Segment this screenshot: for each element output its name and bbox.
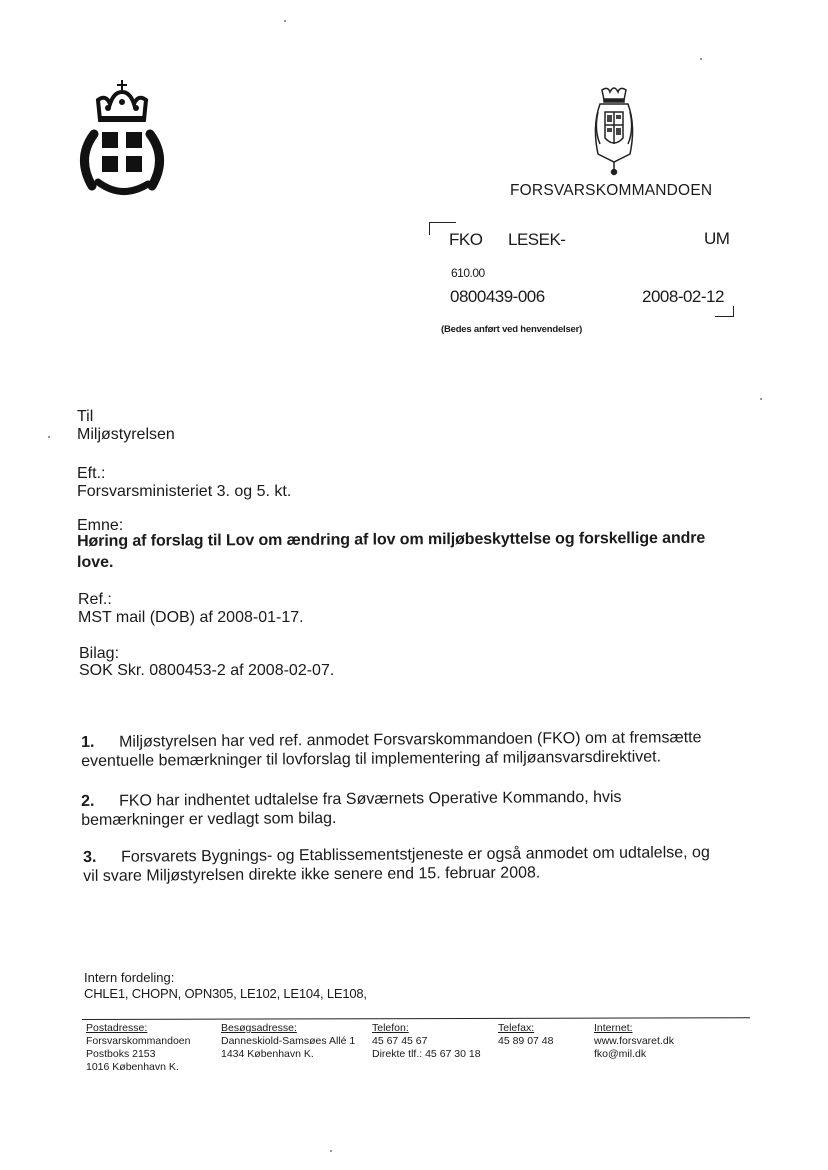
paragraph-number: 1. (81, 733, 95, 751)
scan-speck (284, 20, 286, 22)
paragraph-line: vil svare Miljøstyrelsen direkte ikke senere end 15. februar 2008. (83, 864, 541, 885)
ref-corner-bottom-right (715, 306, 734, 317)
subject-label: Emne: (77, 517, 124, 534)
ref-office-code: LESEK- (508, 230, 566, 249)
paragraph-line: Miljøstyrelsen har ved ref. anmodet Forsvarskommandoen (FKO) om at fremsætte (119, 729, 702, 751)
subject-line-2: love. (77, 554, 114, 571)
coat-of-arms-svg (588, 82, 640, 176)
ref-note: (Bedes anført ved henvendelser) (441, 324, 583, 335)
subject-line-1: Høring af forslag til Lov om ændring af lov om miljøbeskyttelse og forskellige andre (77, 529, 706, 550)
royal-coat-of-arms-logo (588, 82, 640, 176)
footer-visiting-line: 1434 København K. (221, 1048, 314, 1060)
footer-postal (86, 1022, 190, 1074)
paragraph-line: Forsvarets Bygnings- og Etablissementstjeneste er også anmodet om udtalelse, og (121, 844, 710, 866)
footer-visiting (221, 1022, 355, 1061)
footer-postal-line: Postboks 2153 (86, 1048, 156, 1060)
footer-visiting-label: Besøgsadresse: (221, 1022, 297, 1034)
footer-rule (82, 1017, 750, 1020)
footer-visiting-line: Danneskiold-Samsøes Allé 1 (221, 1035, 356, 1047)
paragraph-line: bemærkninger er vedlagt som bilag. (81, 809, 337, 829)
footer-phone-line: 45 67 45 67 (372, 1035, 428, 1047)
enclosure-value: SOK Skr. 0800453-2 af 2008-02-07. (79, 662, 335, 679)
ref-file-code: 610.00 (451, 266, 485, 280)
scan-speck (330, 1150, 332, 1152)
scan-speck (760, 398, 762, 400)
organization-name: FORSVARSKOMMANDOEN (510, 182, 713, 199)
footer-fax-line: 45 89 07 48 (498, 1035, 554, 1047)
crowned-emblem-logo (72, 78, 172, 200)
distribution-label: Intern fordeling: (84, 970, 175, 985)
reference-label: Ref.: (78, 591, 112, 608)
footer-phone-label: Telefon: (372, 1022, 409, 1034)
scan-speck (700, 58, 702, 60)
to-value: Miljøstyrelsen (77, 426, 175, 443)
scan-speck (48, 436, 50, 438)
distribution-value: CHLE1, CHOPN, OPN305, LE102, LE104, LE108, (84, 986, 367, 1001)
enclosure-label: Bilag: (79, 645, 120, 662)
paragraph-1 (81, 728, 741, 773)
footer-internet-line: fko@mil.dk (594, 1048, 647, 1060)
footer-internet-label: Internet: (594, 1022, 633, 1034)
cc-label: Eft.: (77, 465, 106, 482)
paragraph-2 (81, 787, 741, 832)
footer-internet (594, 1022, 674, 1061)
crowned-emblem-svg (72, 78, 172, 200)
footer-internet-line: www.forsvaret.dk (594, 1035, 674, 1047)
paragraph-number: 2. (81, 792, 95, 810)
footer-postal-label: Postadresse: (86, 1022, 148, 1034)
paragraph-3 (83, 843, 743, 888)
footer-phone-line: Direkte tlf.: 45 67 30 18 (372, 1048, 481, 1060)
paragraph-line: FKO har indhentet udtalelse fra Søværnets Operative Kommando, hvis (119, 788, 622, 810)
to-label: Til (77, 408, 94, 425)
footer-fax-label: Telefax: (498, 1022, 535, 1034)
footer-postal-line: Forsvarskommandoen (86, 1035, 191, 1047)
reference-value: MST mail (DOB) af 2008-01-17. (78, 609, 304, 626)
paragraph-number: 3. (83, 848, 97, 866)
cc-value: Forsvarsministeriet 3. og 5. kt. (77, 483, 292, 500)
ref-org-code: FKO (449, 230, 483, 249)
footer-fax (498, 1022, 553, 1048)
ref-case-number: 0800439-006 (450, 287, 545, 306)
paragraph-line: eventuelle bemærkninger til lovforslag til implementering af miljøansvarsdirektivet. (81, 748, 662, 770)
footer-postal-line: 1016 København K. (86, 1061, 179, 1073)
ref-initials: UM (704, 229, 730, 248)
ref-date: 2008-02-12 (642, 287, 724, 306)
footer-phone (372, 1022, 481, 1061)
